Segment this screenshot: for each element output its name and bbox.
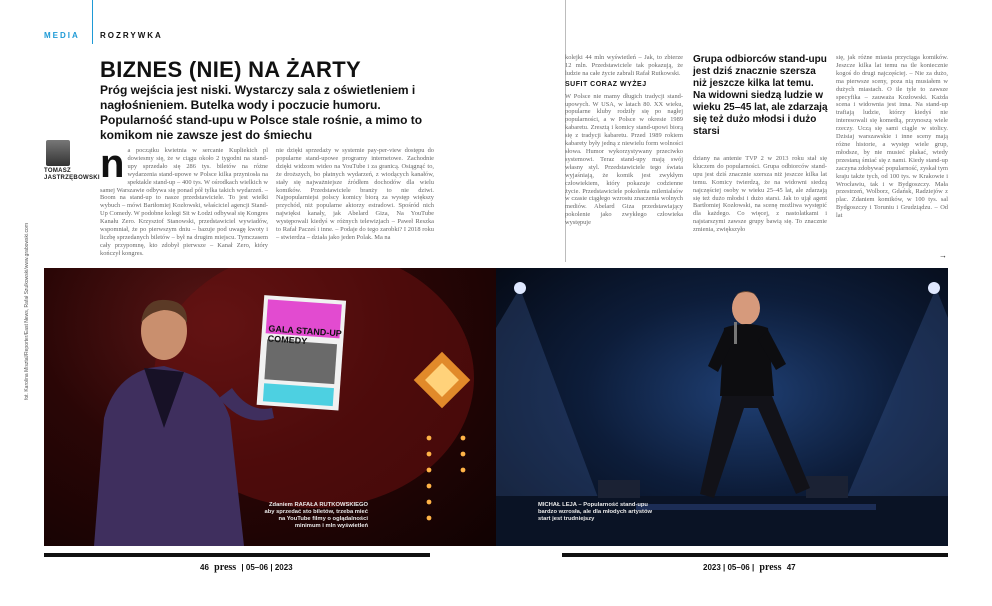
magazine-brand-right: press [759, 562, 782, 573]
page-number-left: 46 [200, 563, 209, 572]
body-column-4 [693, 155, 827, 260]
body-text-3a: kolejki 44 mln wyświetleń – Jak, to zbierze 12 mln. Przedstawiciele tak pokazują, że ludzie na całe życie zabrali Rafał Rutkowski. [565, 54, 683, 77]
folio-right [703, 562, 796, 573]
author-box [44, 140, 100, 182]
photo-right-caption-name: MICHAŁ LEJA [538, 502, 577, 508]
magazine-brand-left: press [214, 562, 237, 573]
body-text-5: się, jak różne miasta przyciąga komików. Jeszcze kilka lat temu na tle koniecznie kogoś do drugi najczęściej. – Nie za dużo, ma pierwsze sceny, poza nią musiałem w dużych miastach. O ile tyle to zawsze specyfika – zauważa Kozłowski. Każda scena i widownia jest inna. Na stand-up trafiają ludzie, którzy kiedyś nie interesowali się komedią, przynoszą wiele rzeczy. Uczą się sami ciągle w stolicy. Dzisiaj warszawskie i inne sceny mają różne historie, a występ wiele grup, młodsze, by nie musieć płakać, wtedy przestaną śmiać się z nami. Kiedy stand-up zaczyna zdobywać popularność, zyskał tym kraju także tych, od 100 tys. w Krakowie i Wrocławiu, tak i w Bydgoszczy. Mała przestrzeń, Wolborz, Gdańsk, Radziejów z plac. Zdaniem komików, w 100 tys. sal Bydgoszczy i Toruniu i Grudziądzu. – Od lat [836, 54, 948, 220]
photo-right-caption-text: – Popularność stand-upu bardzo wzrosła, ale dla młodych artystów start jest trudniejszy [538, 502, 653, 522]
body-text-4: dziany na antenie TVP 2 w 2013 roku stał się kluczem do popularności. Grupa odbiorców stand-upu jest dziś znacznie szersza niż jeszcze kilka lat temu. Komicy twierdzą, że na widowni siedzą najczęściej osoby w wieku 25–45 lat, ale zdarzają się też dużo młodsi i dużo starsi. Jak to ujął agent Bartłomiej Kozłowski, na scenę możliwa występić dla każdego. Co więcej, z nastolatkami i najstarszymi zawsze grupy bawią się. To znacznie zmienia, zwiększyło [693, 155, 827, 234]
issue-right: 2023 | 05–06 | [703, 563, 755, 572]
photo-left-caption-text: aby sprzedać sto biletów, trzeba mieć na YouTube filmy o oglądalności minimum i mln wyświetleń [264, 509, 368, 529]
poster-text: GALA STAND-UP COMEDY [267, 323, 342, 347]
issue-left: | 05–06 | 2023 [241, 563, 293, 572]
photo-right-caption [538, 502, 658, 523]
body-column-5 [836, 54, 948, 254]
section-marker-line [92, 0, 93, 44]
page-number-right: 47 [786, 563, 796, 572]
body-column-3 [565, 54, 683, 260]
body-column-1 [100, 147, 268, 260]
continue-arrow-icon: → [939, 251, 947, 260]
folio-left [200, 562, 293, 573]
photo-left-caption [260, 502, 368, 530]
photo-michal-leja [496, 268, 948, 546]
photo-credit: fot. Karolina Misztal/Reporter/East News, Rafał Szulkowski/www.grabowski.com [24, 222, 30, 400]
author-name: TOMASZ JASTRZĘBOWSKI [44, 168, 100, 181]
photo-rafal-rutkowski [44, 268, 496, 546]
author-avatar [46, 140, 70, 166]
body-text-3b: W Polsce nie mamy długich tradycji stand-upowych. W USA, w latach 80. XX wieku, popularne kluby rodziły się po nagłej popularności, a w Polsce w okresie 1989 kabaretu. Zresztą i komicy stand-upowi biorą się z tradycji kabaretu. Przed 1989 rokiem kabarety były jedną z niewielu form wolności słowa. Humor wykorzystywany przeciwko systemowi. Teraz stand-upy mają swój własny styl. Przedstawiciele tego świata wyjaśniają, że komik jest zwykłym człowiekiem, który pokazuje codzienne życie. Przedstawiciele pokolenia milenialsów w czasie ciągłego wzrostu znaczenia wolnych mediów. Abelard Giza przedstawiający pokolenie jako zwykłego człowieka występuje [565, 92, 683, 227]
body-text-1: a początku kwietnia w sercanie Kupliekich pl dowiesmy się, że w ciągu około 2 tygodni na stand-upy sprzedało się 286 tys. biletów na różne wydarzenia stand-upowe w Polsce kilka przyniosła na spektakle stand-up – 400 tys. W ośrodkach wielkich w samej Warszawie odbywa się ponad pół tylka takich wydarzeń. – Boom na stand-up to nasze przedstawiciele. To jest wielki wybuch – mówi Bartłomiej Kozłowski, właściciel agencji Stand-Up Comedy. W podobne kolegi Sit w Łodzi odbywał się Kongres Kanału Zero. Krzysztof Stanowski, przedstawiciel wywiadów, wspomniał, że po pierwszym dniu – bazuje pod uwagę kwoty i liczbę sprzedanych biletów – był na drugim miejscu. Tymczasem cały przypomnę, kto zdobył pierwsze – Kanał Zero, który kończył kongres. [100, 147, 268, 257]
body-column-2 [276, 147, 434, 260]
pull-quote: Grupa odbiorców stand-upu jest dziś znacznie szersza niż jeszcze kilka lat temu. Na widowni siedzą ludzie w wieku 25–45 lat, ale zdarzają się też dużo młodsi i dużo starsi [693, 54, 828, 137]
body-text-2: nie dzięki sprzedaży w systemie pay-per-view dostępu do popularne stand-upowe programy internetowe. Zachodnie dzięki widzom wideo na YouTube i za granicą. Osiągnąć to, że droższych, bo płatnych wydarzeń, z wiodących kanałów, stały się najważniejsze źródłem dochodów dla wielu komików. Przedstawiciele branży to nie dziwi. Najpopularniejsi polscy komicy biorą za występ większy przychód, niż popularne aktorzy estradowi. Spośród nich najwięksi kanały, jak Abelard Giza, Na YouTube występowali kiedyś w różnych telewizjach – Paweł Reszka to Rafał Pacześ i inne. – Podaje do tego zarobki? I 2018 roku – stwierdza – działa jako jeden Polak. Ma na [276, 147, 434, 241]
section-label: MEDIA [44, 31, 80, 40]
photo-left-caption-name: RAFAŁA RUTKOWSKIEGO [294, 502, 368, 508]
article-lead: Próg wejścia jest niski. Wystarczy sala z oświetleniem i nagłośnieniem. Butelka wody i poczucie humoru. Popularność stand-upu w Polsce stale rośnie, a mimo to komikom nie zawsze jest do śmiechu [100, 83, 423, 142]
photo-left-caption-lead: Zdaniem [269, 502, 293, 508]
footer-bar-left [44, 553, 430, 557]
article-title: BIZNES (NIE) NA ŻARTY [100, 57, 361, 82]
section-subhead: SUFIT CORAZ WYŻEJ [565, 80, 647, 88]
category-label: ROZRYWKA [100, 31, 163, 40]
drop-cap: n [100, 147, 125, 186]
footer-bar-right [562, 553, 948, 557]
